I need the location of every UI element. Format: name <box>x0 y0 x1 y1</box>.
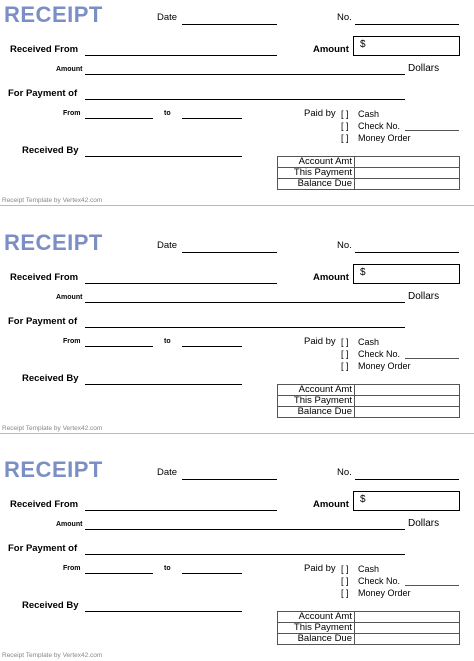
balance-due-field[interactable] <box>355 407 460 418</box>
to-label: to <box>164 565 171 572</box>
received-by-field[interactable] <box>85 611 242 612</box>
received-from-field[interactable] <box>85 510 277 511</box>
check-no-field[interactable] <box>405 130 459 131</box>
cash-label: Cash <box>358 564 380 574</box>
received-by-field[interactable] <box>85 384 242 385</box>
from-field[interactable] <box>85 118 153 119</box>
balance-table <box>277 384 460 418</box>
table-row <box>278 157 460 168</box>
dollars-label: Dollars <box>408 63 440 74</box>
check-no-label: Check No. <box>358 576 401 586</box>
table-row <box>278 168 460 179</box>
to-field[interactable] <box>182 573 242 574</box>
receipt-2 <box>0 228 474 433</box>
check-checkbox[interactable]: [ ] <box>341 121 349 131</box>
for-payment-field[interactable] <box>85 99 405 100</box>
amount-field[interactable] <box>353 491 460 511</box>
received-from-label: Received From <box>10 272 79 283</box>
cash-checkbox[interactable]: [ ] <box>341 109 349 119</box>
this-payment-field[interactable] <box>355 168 460 179</box>
amount-label: Amount <box>313 44 349 55</box>
receipt-title: RECEIPT <box>4 230 103 255</box>
account-amt-label: Account Amt <box>278 385 355 396</box>
money-order-label: Money Order <box>358 133 411 143</box>
amount-words-field[interactable] <box>85 74 405 75</box>
paid-by-label: Paid by <box>304 108 336 119</box>
amount-words-field[interactable] <box>85 302 405 303</box>
separator <box>0 433 474 434</box>
this-payment-label: This Payment <box>278 396 355 407</box>
this-payment-field[interactable] <box>355 623 460 634</box>
to-label: to <box>164 110 171 117</box>
this-payment-label: This Payment <box>278 168 355 179</box>
from-field[interactable] <box>85 573 153 574</box>
balance-due-label: Balance Due <box>278 407 355 418</box>
received-from-label: Received From <box>10 44 79 55</box>
table-row <box>278 634 460 645</box>
dollar-sign: $ <box>360 39 366 50</box>
balance-table <box>277 611 460 645</box>
for-payment-field[interactable] <box>85 327 405 328</box>
balance-due-field[interactable] <box>355 179 460 190</box>
cash-label: Cash <box>358 109 380 119</box>
date-label: Date <box>157 240 178 251</box>
check-no-label: Check No. <box>358 349 401 359</box>
money-order-label: Money Order <box>358 588 411 598</box>
date-label: Date <box>157 467 178 478</box>
money-order-checkbox[interactable]: [ ] <box>341 133 349 143</box>
balance-due-label: Balance Due <box>278 179 355 190</box>
table-row <box>278 396 460 407</box>
no-label: No. <box>337 467 352 478</box>
balance-due-field[interactable] <box>355 634 460 645</box>
no-field[interactable] <box>355 24 459 25</box>
amount-words-label: Amount <box>56 521 83 528</box>
paid-by-label: Paid by <box>304 563 336 574</box>
for-payment-label: For Payment of <box>8 316 78 327</box>
check-no-label: Check No. <box>358 121 401 131</box>
table-row <box>278 612 460 623</box>
receipt-3 <box>0 455 474 661</box>
dollars-label: Dollars <box>408 291 440 302</box>
no-field[interactable] <box>355 479 459 480</box>
footer-credit: Receipt Template by Vertex42.com <box>2 652 103 659</box>
amount-words-label: Amount <box>56 66 83 73</box>
date-field[interactable] <box>182 252 277 253</box>
to-label: to <box>164 338 171 345</box>
to-field[interactable] <box>182 346 242 347</box>
received-by-label: Received By <box>22 373 79 384</box>
cash-checkbox[interactable]: [ ] <box>341 337 349 347</box>
amount-field[interactable] <box>353 264 460 284</box>
from-label: From <box>63 110 81 117</box>
receipt-1 <box>0 0 474 205</box>
received-by-label: Received By <box>22 145 79 156</box>
from-label: From <box>63 565 81 572</box>
no-label: No. <box>337 240 352 251</box>
paid-by-label: Paid by <box>304 336 336 347</box>
dollars-label: Dollars <box>408 518 440 529</box>
received-by-label: Received By <box>22 600 79 611</box>
table-row <box>278 179 460 190</box>
balance-due-label: Balance Due <box>278 634 355 645</box>
check-no-field[interactable] <box>405 585 459 586</box>
balance-table <box>277 156 460 190</box>
account-amt-field[interactable] <box>355 157 460 168</box>
check-no-field[interactable] <box>405 358 459 359</box>
amount-field[interactable] <box>353 36 460 56</box>
this-payment-field[interactable] <box>355 396 460 407</box>
received-from-field[interactable] <box>85 283 277 284</box>
footer-credit: Receipt Template by Vertex42.com <box>2 425 103 432</box>
date-field[interactable] <box>182 479 277 480</box>
to-field[interactable] <box>182 118 242 119</box>
from-field[interactable] <box>85 346 153 347</box>
dollar-sign: $ <box>360 494 366 505</box>
date-field[interactable] <box>182 24 277 25</box>
received-by-field[interactable] <box>85 156 242 157</box>
account-amt-field[interactable] <box>355 612 460 623</box>
amount-words-label: Amount <box>56 294 83 301</box>
table-row <box>278 623 460 634</box>
dollar-sign: $ <box>360 267 366 278</box>
table-row <box>278 407 460 418</box>
received-from-field[interactable] <box>85 55 277 56</box>
money-order-checkbox[interactable]: [ ] <box>341 361 349 371</box>
for-payment-field[interactable] <box>85 554 405 555</box>
no-field[interactable] <box>355 252 459 253</box>
no-label: No. <box>337 12 352 23</box>
cash-label: Cash <box>358 337 380 347</box>
from-label: From <box>63 338 81 345</box>
money-order-label: Money Order <box>358 361 411 371</box>
receipt-title: RECEIPT <box>4 2 103 27</box>
for-payment-label: For Payment of <box>8 88 78 99</box>
table-row <box>278 385 460 396</box>
this-payment-label: This Payment <box>278 623 355 634</box>
account-amt-label: Account Amt <box>278 612 355 623</box>
received-from-label: Received From <box>10 499 79 510</box>
account-amt-field[interactable] <box>355 385 460 396</box>
check-checkbox[interactable]: [ ] <box>341 576 349 586</box>
account-amt-label: Account Amt <box>278 157 355 168</box>
cash-checkbox[interactable]: [ ] <box>341 564 349 574</box>
amount-label: Amount <box>313 272 349 283</box>
money-order-checkbox[interactable]: [ ] <box>341 588 349 598</box>
date-label: Date <box>157 12 178 23</box>
amount-words-field[interactable] <box>85 529 405 530</box>
receipt-title: RECEIPT <box>4 457 103 482</box>
footer-credit: Receipt Template by Vertex42.com <box>2 197 103 204</box>
check-checkbox[interactable]: [ ] <box>341 349 349 359</box>
for-payment-label: For Payment of <box>8 543 78 554</box>
separator <box>0 205 474 206</box>
amount-label: Amount <box>313 499 349 510</box>
